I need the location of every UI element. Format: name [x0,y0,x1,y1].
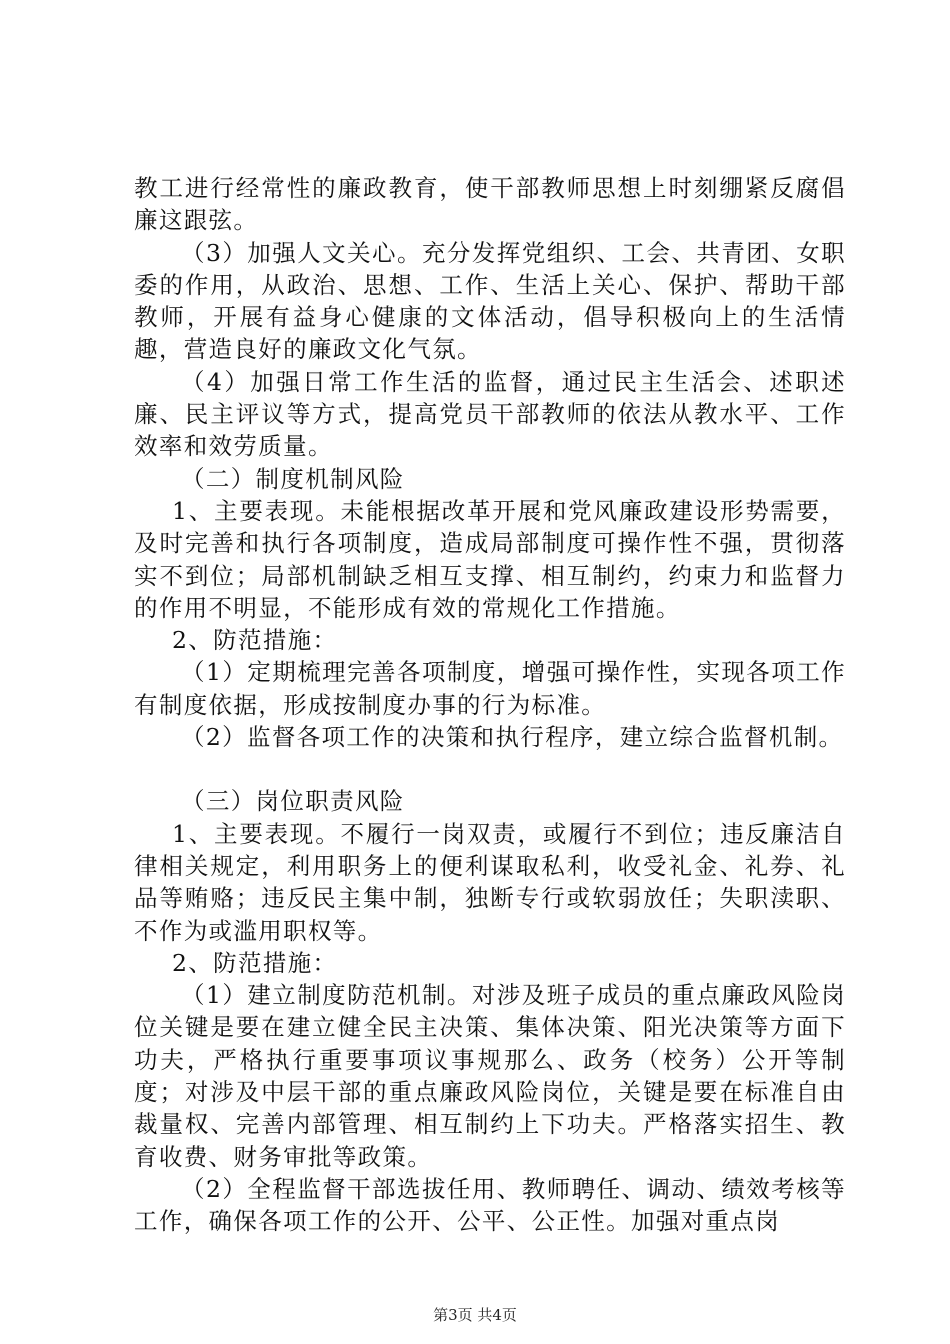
page-number-footer: 第3页 共4页 [433,1306,517,1324]
paragraph-system-measure-2: （2）监督各项工作的决策和执行程序，建立综合监督机制。 [181,723,844,752]
section-heading-post-risk: （三）岗位职责风险 [181,787,405,816]
body-text [134,172,846,1238]
paragraph-prevention-heading-2: 2、防范措施： [172,948,338,977]
paragraph-post-measure-2: （2）全程监督干部选拔任用、教师聘任、调动、绩效考核等工作，确保各项工作的公开、公平、公正性。加强对重点岗 [134,1174,846,1236]
paragraph-prevention-heading: 2、防范措施： [172,626,338,655]
paragraph-system-manifestation: 1、主要表现。未能根据改革开展和党风廉政建设形势需要，及时完善和执行各项制度，造成局部制度可操作性不强，贯彻落实不到位；局部机制缺乏相互支撑、相互制约，约束力和监督力的作用不明显，不能形成有效的常规化工作措施。 [134,496,846,622]
paragraph-humanistic-care: （3）加强人文关心。充分发挥党组织、工会、共青团、女职委的作用，从政治、思想、工作、生活上关心、保护、帮助干部教师，开展有益身心健康的文体活动，倡导积极向上的生活情趣，营造良好的廉政文化气氛。 [134,238,846,364]
paragraph-daily-supervision: （4）加强日常工作生活的监督，通过民主生活会、述职述廉、民主评议等方式，提高党员干部教师的依法从教水平、工作效率和效劳质量。 [134,367,846,461]
paragraph-continuation: 教工进行经常性的廉政教育，使干部教师思想上时刻绷紧反腐倡廉这跟弦。 [134,174,846,235]
paragraph-post-measure-1: （1）建立制度防范机制。对涉及班子成员的重点廉政风险岗位关键是要在建立健全民主决策、集体决策、阳光决策等方面下功夫，严格执行重要事项议事规那么、政务（校务）公开等制度；对涉及中层干部的重点廉政风险岗位，关键是要在标准自由裁量权、完善内部管理、相互制约上下功夫。严格落实招生、教育收费、财务审批等政策。 [134,981,846,1171]
section-heading-system-risk: （二）制度机制风险 [181,464,405,493]
paragraph-post-manifestation: 1、主要表现。不履行一岗双责，或履行不到位；违反廉洁自律相关规定，利用职务上的便利谋取私利，收受礼金、礼券、礼品等贿赂；违反民主集中制，独断专行或软弱放任；失职渎职、不作为或滥用职权等。 [134,819,846,945]
paragraph-system-measure-1: （1）定期梳理完善各项制度，增强可操作性，实现各项工作有制度依据，形成按制度办事的行为标准。 [134,658,846,719]
